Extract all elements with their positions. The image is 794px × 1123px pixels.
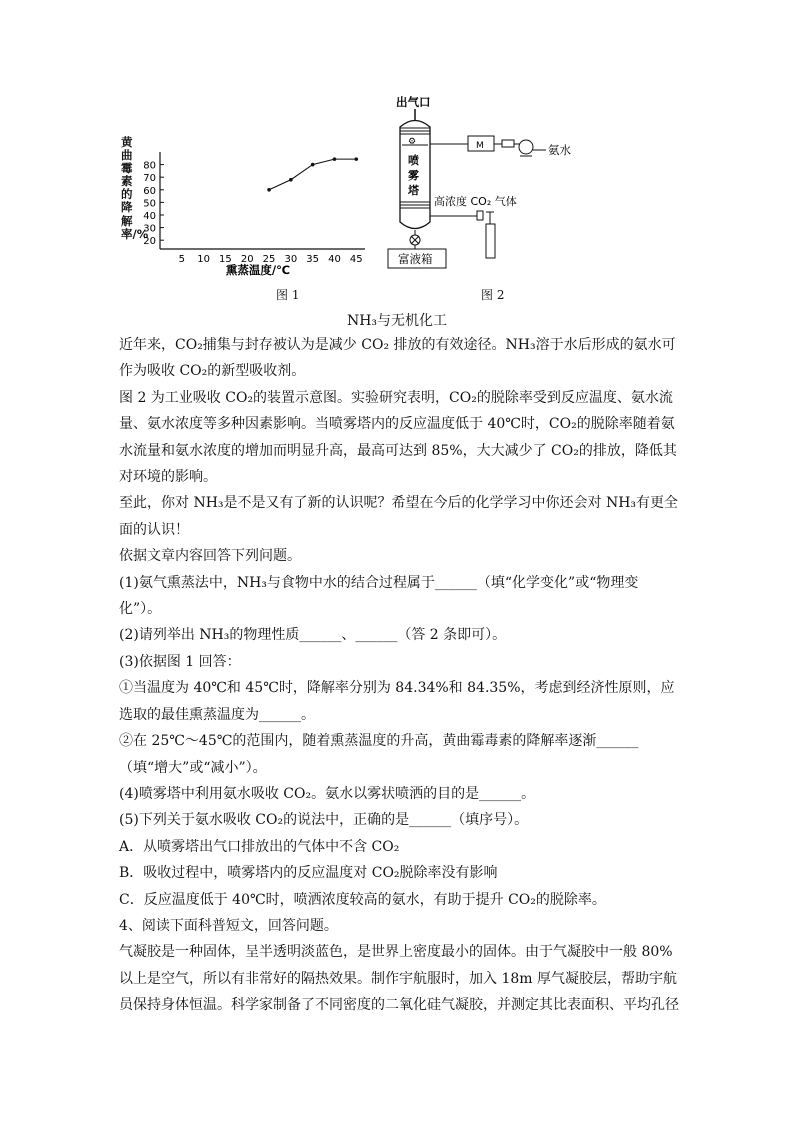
ammonia-tank-icon (519, 140, 533, 154)
y-tick-label: 40 (143, 210, 156, 222)
x-tick-label: 15 (219, 254, 232, 265)
x-tick-label: 10 (197, 254, 210, 265)
section-4-heading: 4、阅读下面科普短文，回答问题。 (119, 917, 338, 934)
pump-label: M (476, 141, 484, 151)
x-tick-label: 40 (328, 254, 341, 265)
article-title: NH₃与无机化工 (346, 313, 448, 329)
y-tick-label: 20 (143, 236, 156, 248)
paragraph-3: 至此，你对 NH₃是不是又有了新的认识呢？希望在今后的化学学习中你还会对 NH₃有更全面的认识！ (119, 495, 679, 538)
x-tick-label: 35 (306, 254, 320, 265)
data-point (289, 178, 293, 182)
data-point (267, 188, 271, 192)
y-tick-label: 50 (143, 198, 156, 210)
option-c: C．反应温度低于 40℃时，喷洒浓度较高的氨水，有助于提升 CO₂的脱除率。 (119, 891, 606, 908)
fig2-diagram (380, 92, 580, 272)
fig1-caption: 图 1 (276, 288, 300, 302)
question-5: (5)下列关于氨水吸收 CO₂的说法中，正确的是______（填序号）。 (119, 812, 529, 829)
tower-char-3: 塔 (408, 184, 419, 197)
x-tick-label: 5 (178, 254, 185, 265)
article-body (119, 332, 679, 1019)
fig1-chart (140, 150, 370, 280)
paragraph-aerogel: 气凝胶是一种固体，呈半透明淡蓝色，是世界上密度最小的固体。由于气凝胶中一般 80%以上是空气，所以有非常好的隔热效果。制作宇航服时，加入 18m 厚气凝胶层，帮助宇航员保持身体恒温。科学家制备了不同密度的二氧化硅气凝胶，并测定其比表面积、平均孔径 (119, 944, 679, 1014)
question-2: (2)请列举出 NH₃的物理性质______、______（答 2 条即可）。 (119, 627, 507, 644)
option-a: A．从喷雾塔出气口排放出的气体中不含 CO₂ (119, 838, 400, 855)
chart-xlabel: 熏蒸温度/℃ (225, 263, 291, 277)
tower-char-1: 喷 (408, 154, 419, 167)
x-tick-label: 20 (240, 254, 254, 265)
option-b: B．吸收过程中，喷雾塔内的反应温度对 CO₂脱除率没有影响 (119, 865, 498, 882)
outlet-label: 出气口 (396, 95, 431, 109)
y-tick-label: 80 (143, 160, 156, 172)
chart-line (267, 157, 358, 191)
data-point (311, 163, 315, 167)
question-4: (4)喷雾塔中利用氨水吸收 CO₂。氨水以雾状喷洒的目的是______。 (119, 785, 536, 802)
paragraph-4: 依据文章内容回答下列问题。 (119, 548, 301, 565)
tower-char-2: 雾 (408, 169, 419, 182)
question-3: (3)依据图 1 回答： (119, 653, 241, 670)
co2-cylinder-icon (486, 224, 495, 258)
question-1: (1)氨气熏蒸法中，NH₃与食物中水的结合过程属于______（填“化学变化”或“物理变化”）。 (119, 574, 639, 618)
ammonia-label: 氨水 (548, 143, 571, 157)
x-tick-label: 25 (262, 254, 276, 265)
y-tick-label: 30 (143, 223, 156, 235)
question-3-1: ①当温度为 40℃和 45℃时，降解率分别为 84.34%和 84.35%，考虑到经济性原则，应选取的最佳熏蒸温度为______。 (119, 680, 675, 723)
paragraph-1: 近年来，CO₂捕集与封存被认为是减少 CO₂ 排放的有效途径。NH₃溶于水后形成的氨水可作为吸收 CO₂的新型吸收剂。 (119, 337, 676, 380)
x-tick-label: 30 (284, 254, 298, 265)
fig1-ylabel: 黄曲霉素的降解率/% (121, 135, 149, 241)
x-tick-label: 45 (349, 254, 363, 265)
data-point (333, 157, 337, 161)
y-tick-label: 60 (143, 185, 156, 197)
tank-label: 富液箱 (398, 252, 433, 266)
fig2-caption: 图 2 (481, 288, 505, 302)
data-point (354, 157, 358, 161)
co2-label: 高浓度 CO₂ 气体 (434, 195, 517, 208)
chart-axes (160, 152, 365, 249)
question-3-2: ②在 25℃～45℃的范围内，随着熏蒸温度的升高，黄曲霉毒素的降解率逐渐______（填“增大”或“减小”）。 (119, 733, 639, 776)
paragraph-2: 图 2 为工业吸收 CO₂的装置示意图。实验研究表明，CO₂的脱除率受到反应温度、氨水流量、氨水浓度等多种因素影响。当喷雾塔内的反应温度低于 40℃时，CO₂的脱除率随着氨水流量和氨水浓度的增加而明显升高，最高可达到 85%，大大减少了 CO₂的排放，降低其对环境的影响。 (119, 389, 677, 486)
spray-nozzle-icon: ⚙ (408, 137, 417, 147)
y-tick-label: 70 (143, 173, 156, 185)
